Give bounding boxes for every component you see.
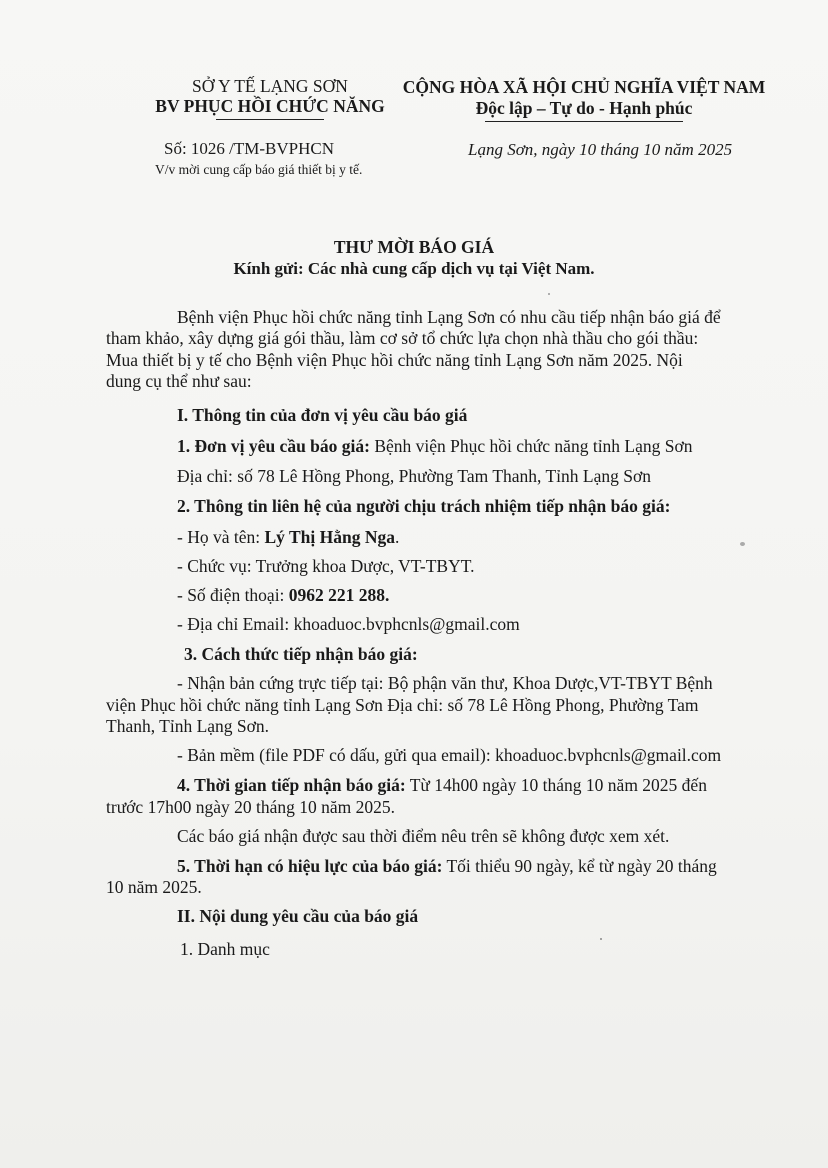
hard-copy-line-2: viện Phục hồi chức năng tỉnh Lạng Sơn Địa chỉ: số 78 Lê Hồng Phong, Phường Tam: [106, 695, 699, 715]
national-motto: Độc lập – Tự do - Hạnh phúc: [475, 98, 693, 118]
issuing-organization: BV PHỤC HỒI CHỨC NĂNG: [155, 96, 385, 116]
scan-speck: [548, 293, 550, 295]
scan-speck: [600, 938, 602, 940]
contact-email: - Địa chỉ Email: khoaduoc.bvphcnls@gmail.com: [177, 614, 520, 634]
receive-time-value: Từ 14h00 ngày 10 tháng 10 năm 2025 đến: [405, 775, 707, 795]
contact-phone-value: 0962 221 288.: [288, 585, 390, 605]
intro-line-2: tham khảo, xây dựng giá gói thầu, làm cơ sở tổ chức lựa chọn nhà thầu cho gói thầu:: [106, 328, 699, 348]
left-header-underline: [216, 119, 324, 120]
soft-copy: - Bản mềm (file PDF có dấu, gửi qua email): khoaduoc.bvphcnls@gmail.com: [177, 745, 722, 765]
national-title: CỘNG HÒA XÃ HỘI CHỦ NGHĨA VIỆT NAM: [402, 77, 766, 97]
section-1-heading: I. Thông tin của đơn vị yêu cầu báo giá: [177, 405, 468, 425]
receive-time-line-2: trước 17h00 ngày 20 tháng 10 năm 2025.: [106, 797, 395, 817]
contact-name-value: Lý Thị Hằng Nga: [264, 527, 395, 547]
contact-name: [177, 527, 399, 548]
requesting-unit: [177, 436, 693, 457]
recipient-line: Kính gửi: Các nhà cung cấp dịch vụ tại Việt Nam.: [233, 259, 595, 278]
validity-value: Tối thiểu 90 ngày, kể từ ngày 20 tháng: [442, 856, 717, 876]
unit-address: Địa chỉ: số 78 Lê Hồng Phong, Phường Tam Thanh, Tỉnh Lạng Sơn: [177, 466, 651, 486]
receive-time-label: 4. Thời gian tiếp nhận báo giá:: [177, 775, 406, 795]
requesting-unit-label: 1. Đơn vị yêu cầu báo giá:: [177, 436, 370, 456]
right-header-underline: [485, 121, 683, 122]
contact-position: - Chức vụ: Trưởng khoa Dược, VT-TBYT.: [177, 556, 475, 576]
validity-label: 5. Thời hạn có hiệu lực của báo giá:: [177, 856, 443, 876]
contact-name-end: .: [394, 527, 400, 547]
contact-phone: [177, 585, 389, 606]
validity-line-1: [177, 856, 717, 877]
receive-method-heading: 3. Cách thức tiếp nhận báo giá:: [184, 644, 418, 664]
section-2-heading: II. Nội dung yêu cầu của báo giá: [177, 906, 419, 926]
place-and-date: Lạng Sơn, ngày 10 tháng 10 năm 2025: [468, 140, 733, 159]
intro-line-1: Bệnh viện Phục hồi chức năng tỉnh Lạng Sơn có nhu cầu tiếp nhận báo giá để: [177, 307, 721, 327]
requesting-unit-value: Bệnh viện Phục hồi chức năng tỉnh Lạng Sơn: [369, 436, 693, 456]
document-number: Số: 1026 /TM-BVPHCN: [164, 139, 335, 158]
receive-time-line-1: [177, 775, 707, 796]
contact-phone-label: - Số điện thoại:: [177, 585, 289, 605]
late-submission-note: Các báo giá nhận được sau thời điểm nêu trên sẽ không được xem xét.: [177, 826, 670, 846]
scan-speck: [740, 542, 745, 546]
intro-line-4: dung cụ thể như sau:: [106, 371, 252, 391]
section-2-item-1: 1. Danh mục: [180, 939, 270, 959]
contact-heading: 2. Thông tin liên hệ của người chịu trách nhiệm tiếp nhận báo giá:: [177, 496, 671, 516]
validity-line-2: 10 năm 2025.: [106, 877, 202, 897]
document-subject: V/v mời cung cấp báo giá thiết bị y tế.: [155, 162, 363, 177]
document-title: THƯ MỜI BÁO GIÁ: [333, 237, 495, 257]
issuing-authority: SỞ Y TẾ LẠNG SƠN: [192, 76, 348, 96]
contact-name-label: - Họ và tên:: [177, 527, 265, 547]
hard-copy-line-3: Thanh, Tỉnh Lạng Sơn.: [106, 716, 270, 736]
hard-copy-line-1: - Nhận bản cứng trực tiếp tại: Bộ phận văn thư, Khoa Dược,VT-TBYT Bệnh: [177, 673, 713, 693]
intro-line-3: Mua thiết bị y tế cho Bệnh viện Phục hồi chức năng tỉnh Lạng Sơn năm 2025. Nội: [106, 350, 683, 370]
